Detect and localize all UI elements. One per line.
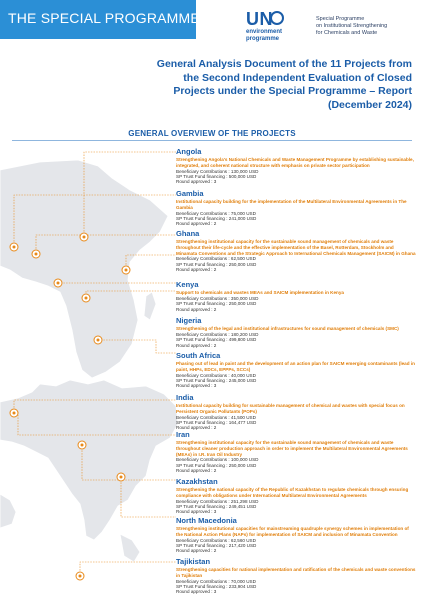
sp-trust-fund-financing: SP Trust Fund financing : 164,477 USD <box>176 420 257 425</box>
marker-ghana <box>32 250 40 258</box>
country-name: Angola <box>176 147 202 156</box>
beneficiary-contributions: Beneficiary Contributions : 62,500 USD <box>176 256 256 262</box>
sp-trust-fund-financing: SP Trust Fund financing : 499,800 USD <box>176 337 257 343</box>
marker-angola <box>80 233 88 241</box>
sp-trust-fund-financing: SP Trust Fund financing : 241,000 USD <box>176 216 257 221</box>
header-banner <box>0 0 200 39</box>
connector-tajikistan <box>80 562 176 576</box>
beneficiary-contributions: Beneficiary Contributions : 100,000 USD <box>176 457 259 463</box>
project-title: Strengthening institutional capacities for mainstreaming quadruple synergy schemes in implementation of the National Action Plans (NAPs) for implementation of SAICM and inclusion of Minamata Convention <box>176 526 409 537</box>
country-name: Kenya <box>176 280 199 289</box>
beneficiary-contributions: Beneficiary Contributions : 130,000 USD <box>176 168 259 174</box>
sp-trust-fund-financing: SP Trust Fund financing : 250,000 USD <box>176 261 257 267</box>
project-entry-gambia <box>176 189 416 227</box>
project-entry-india <box>176 393 416 431</box>
sp-trust-fund-financing: SP Trust Fund financing : 500,000 USD <box>176 174 257 179</box>
country-name: Gambia <box>176 189 204 198</box>
project-title: Institutional capacity building for sustainable management of chemical and wastes with special focus on Persistent Organic Pollutants (POPs) <box>176 403 405 414</box>
project-title: Strengthening institutional capacity for the sustainable sound management of chemicals and waste throughout cleaner production approach in order to implement the Multilateral Environmental Agreements (MEAs) in I.R. Iran Oil Industry <box>176 440 408 457</box>
project-entry-nigeria <box>176 316 416 348</box>
round-approved: Round approved : 3 <box>176 383 217 389</box>
round-approved: Round approved : 3 <box>176 589 217 595</box>
beneficiary-contributions: Beneficiary Contributions : 180,200 USD <box>176 331 259 337</box>
project-entry-north-macedonia <box>176 516 416 554</box>
sp-trust-fund-financing: SP Trust Fund financing : 250,000 USD <box>176 301 257 307</box>
country-name: Tajikistan <box>176 557 211 566</box>
project-title: Strengthening Angola's National Chemicals and Waste Management Programme by establishing sustainable, integrated, and coherent national structure with emphasis on private sector participation <box>176 157 414 168</box>
sp-trust-fund-financing: SP Trust Fund financing : 233,904 USD <box>176 584 257 589</box>
project-entry-ghana <box>176 229 416 273</box>
beneficiary-contributions: Beneficiary Contributions : 62,560 USD <box>176 537 256 543</box>
banner-title: THE SPECIAL PROGRAMME <box>8 10 200 26</box>
round-approved: Round approved : 2 <box>176 548 217 554</box>
round-approved: Round approved : 2 <box>176 221 217 227</box>
document-title: General Analysis Document of the 11 Projects from the Second Independent Evaluation of Closed Projects under the Special Programme – Report (December 2024) <box>156 58 412 111</box>
country-name: India <box>176 393 194 402</box>
sp-trust-fund-financing: SP Trust Fund financing : 217,420 USD <box>176 543 257 548</box>
globe-icon <box>270 11 284 25</box>
project-title: Strengthening capacities for national implementation and ratification of the chemicals and waste conventions in Tajikistan <box>176 567 416 578</box>
beneficiary-contributions: Beneficiary Contributions : 251,298 USD <box>176 498 259 504</box>
project-title: Phasing out of lead in paint and the development of an action plan for SAICM emerging contaminants (lead in paint, HHPs, EDCs, EPPPs, SCCs) <box>176 361 415 372</box>
country-name: Kazakhstan <box>176 477 218 486</box>
project-entry-south-africa <box>176 351 416 389</box>
asia-map <box>0 380 178 562</box>
country-name: Iran <box>176 430 190 439</box>
sp-trust-fund-financing: SP Trust Fund financing : 249,451 USD <box>176 504 257 509</box>
round-approved: Round approved : 2 <box>176 425 217 431</box>
section-title: GENERAL OVERVIEW OF THE PROJECTS <box>128 129 296 138</box>
special-programme-caption: Special Programme on Institutional Strengthening for Chemicals and Waste <box>316 16 388 36</box>
project-title: Strengthening the national capacity of the Republic of Kazakhstan to regulate chemicals through ensuring compliance with obligations under International Multilateral Environmental Agreements <box>176 487 409 498</box>
logo-un-text: UN <box>246 9 273 29</box>
project-entry-tajikistan <box>176 557 416 595</box>
project-title: Support to chemicals and wastes MEAs and SAICM implementation in Kenya <box>176 290 344 295</box>
beneficiary-contributions: Beneficiary Contributions : 75,000 USD <box>176 210 256 216</box>
marker-tajikistan <box>76 572 84 580</box>
unep-logo <box>246 9 306 43</box>
project-title: Strengthening institutional capacity for the sustainable sound management of chemicals and waste throughout their life-cycle and the effective implementation of the Basel, Rotterdam, Stockholm and Minamata Conventions and the Strategic Approach to International Chemicals Management (SAICM) in Ghana <box>176 239 416 256</box>
beneficiary-contributions: Beneficiary Contributions : 350,000 USD <box>176 295 259 301</box>
marker-north-macedonia <box>117 473 125 481</box>
project-entry-kazakhstan <box>176 477 416 515</box>
round-approved: Round approved : 3 <box>176 179 217 185</box>
marker-kenya <box>122 266 130 274</box>
marker-south-africa <box>94 336 102 344</box>
beneficiary-contributions: Beneficiary Contributions : 70,000 USD <box>176 578 256 584</box>
project-entry-iran <box>176 430 416 474</box>
logo-environment-text: environment programme <box>246 29 283 42</box>
round-approved: Round approved : 2 <box>176 468 217 474</box>
marker-nigeria <box>54 279 62 287</box>
round-approved: Round approved : 3 <box>176 509 217 515</box>
round-approved: Round approved : 2 <box>176 306 217 312</box>
country-name: South Africa <box>176 351 221 360</box>
sp-trust-fund-financing: SP Trust Fund financing : 245,000 USD <box>176 378 257 383</box>
beneficiary-contributions: Beneficiary Contributions : 41,500 USD <box>176 414 256 420</box>
round-approved: Round approved : 2 <box>176 342 217 348</box>
country-name: North Macedonia <box>176 516 237 525</box>
beneficiary-contributions: Beneficiary Contributions : 40,000 USD <box>176 372 256 378</box>
marker-gambia <box>10 243 18 251</box>
round-approved: Round approved : 2 <box>176 267 217 273</box>
project-title: Strengthening of the legal and institutional infrastructures for sound management of chemicals (SMC) <box>176 326 399 331</box>
marker-nigeria-2 <box>82 294 90 302</box>
project-title: Institutional capacity building for the implementation of the Multilateral Environmental Agreements in The Gambia <box>176 199 407 210</box>
country-name: Ghana <box>176 229 200 238</box>
marker-kazakhstan <box>78 441 86 449</box>
marker-india <box>10 409 18 417</box>
project-entry-kenya <box>176 280 416 312</box>
sp-trust-fund-financing: SP Trust Fund financing : 250,000 USD <box>176 462 257 468</box>
project-entry-angola <box>176 147 416 185</box>
country-name: Nigeria <box>176 316 202 325</box>
